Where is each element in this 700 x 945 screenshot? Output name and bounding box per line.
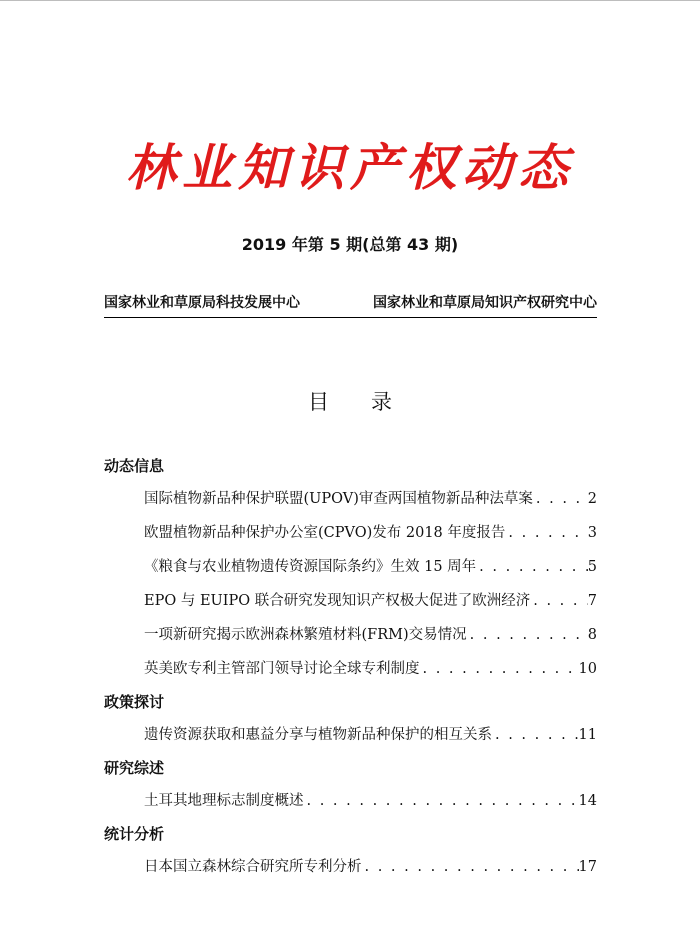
entry-title: 一项新研究揭示欧洲森林繁殖材料(FRM)交易情况 (144, 627, 467, 643)
publisher-2: 国家林业和草原局知识产权研究中心 (373, 295, 597, 311)
toc-entry[interactable] (144, 718, 597, 752)
toc-entry[interactable] (144, 584, 597, 618)
dot-leader (476, 550, 588, 584)
publication-title: 林业知识产权动态 (126, 139, 574, 197)
entry-page-number: 8 (587, 627, 597, 643)
entry-title: EPO 与 EUIPO 联合研究发现知识产权极大促进了欧洲经济 (144, 593, 531, 609)
dot-leader (304, 784, 579, 818)
entry-title: 英美欧专利主管部门领导讨论全球专利制度 (144, 661, 420, 677)
dot-leader (420, 652, 579, 686)
toc-section-policy (104, 686, 597, 752)
dot-leader (467, 618, 588, 652)
entry-title: 日本国立森林综合研究所专利分析 (144, 859, 362, 875)
toc-section-news (104, 450, 597, 686)
entry-title: 遗传资源获取和惠益分享与植物新品种保护的相互关系 (144, 727, 492, 743)
toc-entry[interactable] (144, 652, 597, 686)
issue-number: 2019 年第 5 期(总第 43 期) (241, 235, 459, 254)
toc-section-review (104, 752, 597, 818)
entry-title: 土耳其地理标志制度概述 (144, 793, 304, 809)
section-title: 政策探讨 (104, 693, 165, 711)
entry-page-number: 17 (578, 859, 597, 875)
dot-leader (530, 584, 588, 618)
toc-heading: 目录 (308, 390, 434, 414)
entry-page-number: 3 (587, 525, 597, 541)
entry-page-number: 7 (587, 593, 597, 609)
publishers-line (104, 292, 597, 318)
dot-leader (533, 482, 588, 516)
section-title: 统计分析 (104, 825, 165, 843)
entry-title: 国际植物新品种保护联盟(UPOV)审查两国植物新品种法草案 (144, 491, 533, 507)
publisher-1: 国家林业和草原局科技发展中心 (104, 295, 300, 311)
entry-page-number: 2 (587, 491, 597, 507)
toc-entry[interactable] (144, 482, 597, 516)
entry-title: 欧盟植物新品种保护办公室(CPVO)发布 2018 年度报告 (144, 525, 506, 541)
page-top-border (0, 0, 700, 1)
entry-page-number: 14 (578, 793, 597, 809)
entry-page-number: 11 (578, 727, 597, 743)
section-title: 动态信息 (104, 457, 165, 475)
toc-entry[interactable] (144, 784, 597, 818)
section-title: 研究综述 (104, 759, 165, 777)
entry-title: 《粮食与农业植物遗传资源国际条约》生效 15 周年 (144, 559, 477, 575)
entry-page-number: 10 (578, 661, 597, 677)
toc-entry[interactable] (144, 516, 597, 550)
dot-leader (505, 516, 587, 550)
toc-section-statistics (104, 818, 597, 884)
toc-entry[interactable] (144, 550, 597, 584)
toc-entry[interactable] (144, 618, 597, 652)
toc-entry[interactable] (144, 850, 597, 884)
dot-leader (492, 718, 579, 752)
table-of-contents (104, 450, 597, 884)
entry-page-number: 5 (587, 559, 597, 575)
dot-leader (362, 850, 579, 884)
